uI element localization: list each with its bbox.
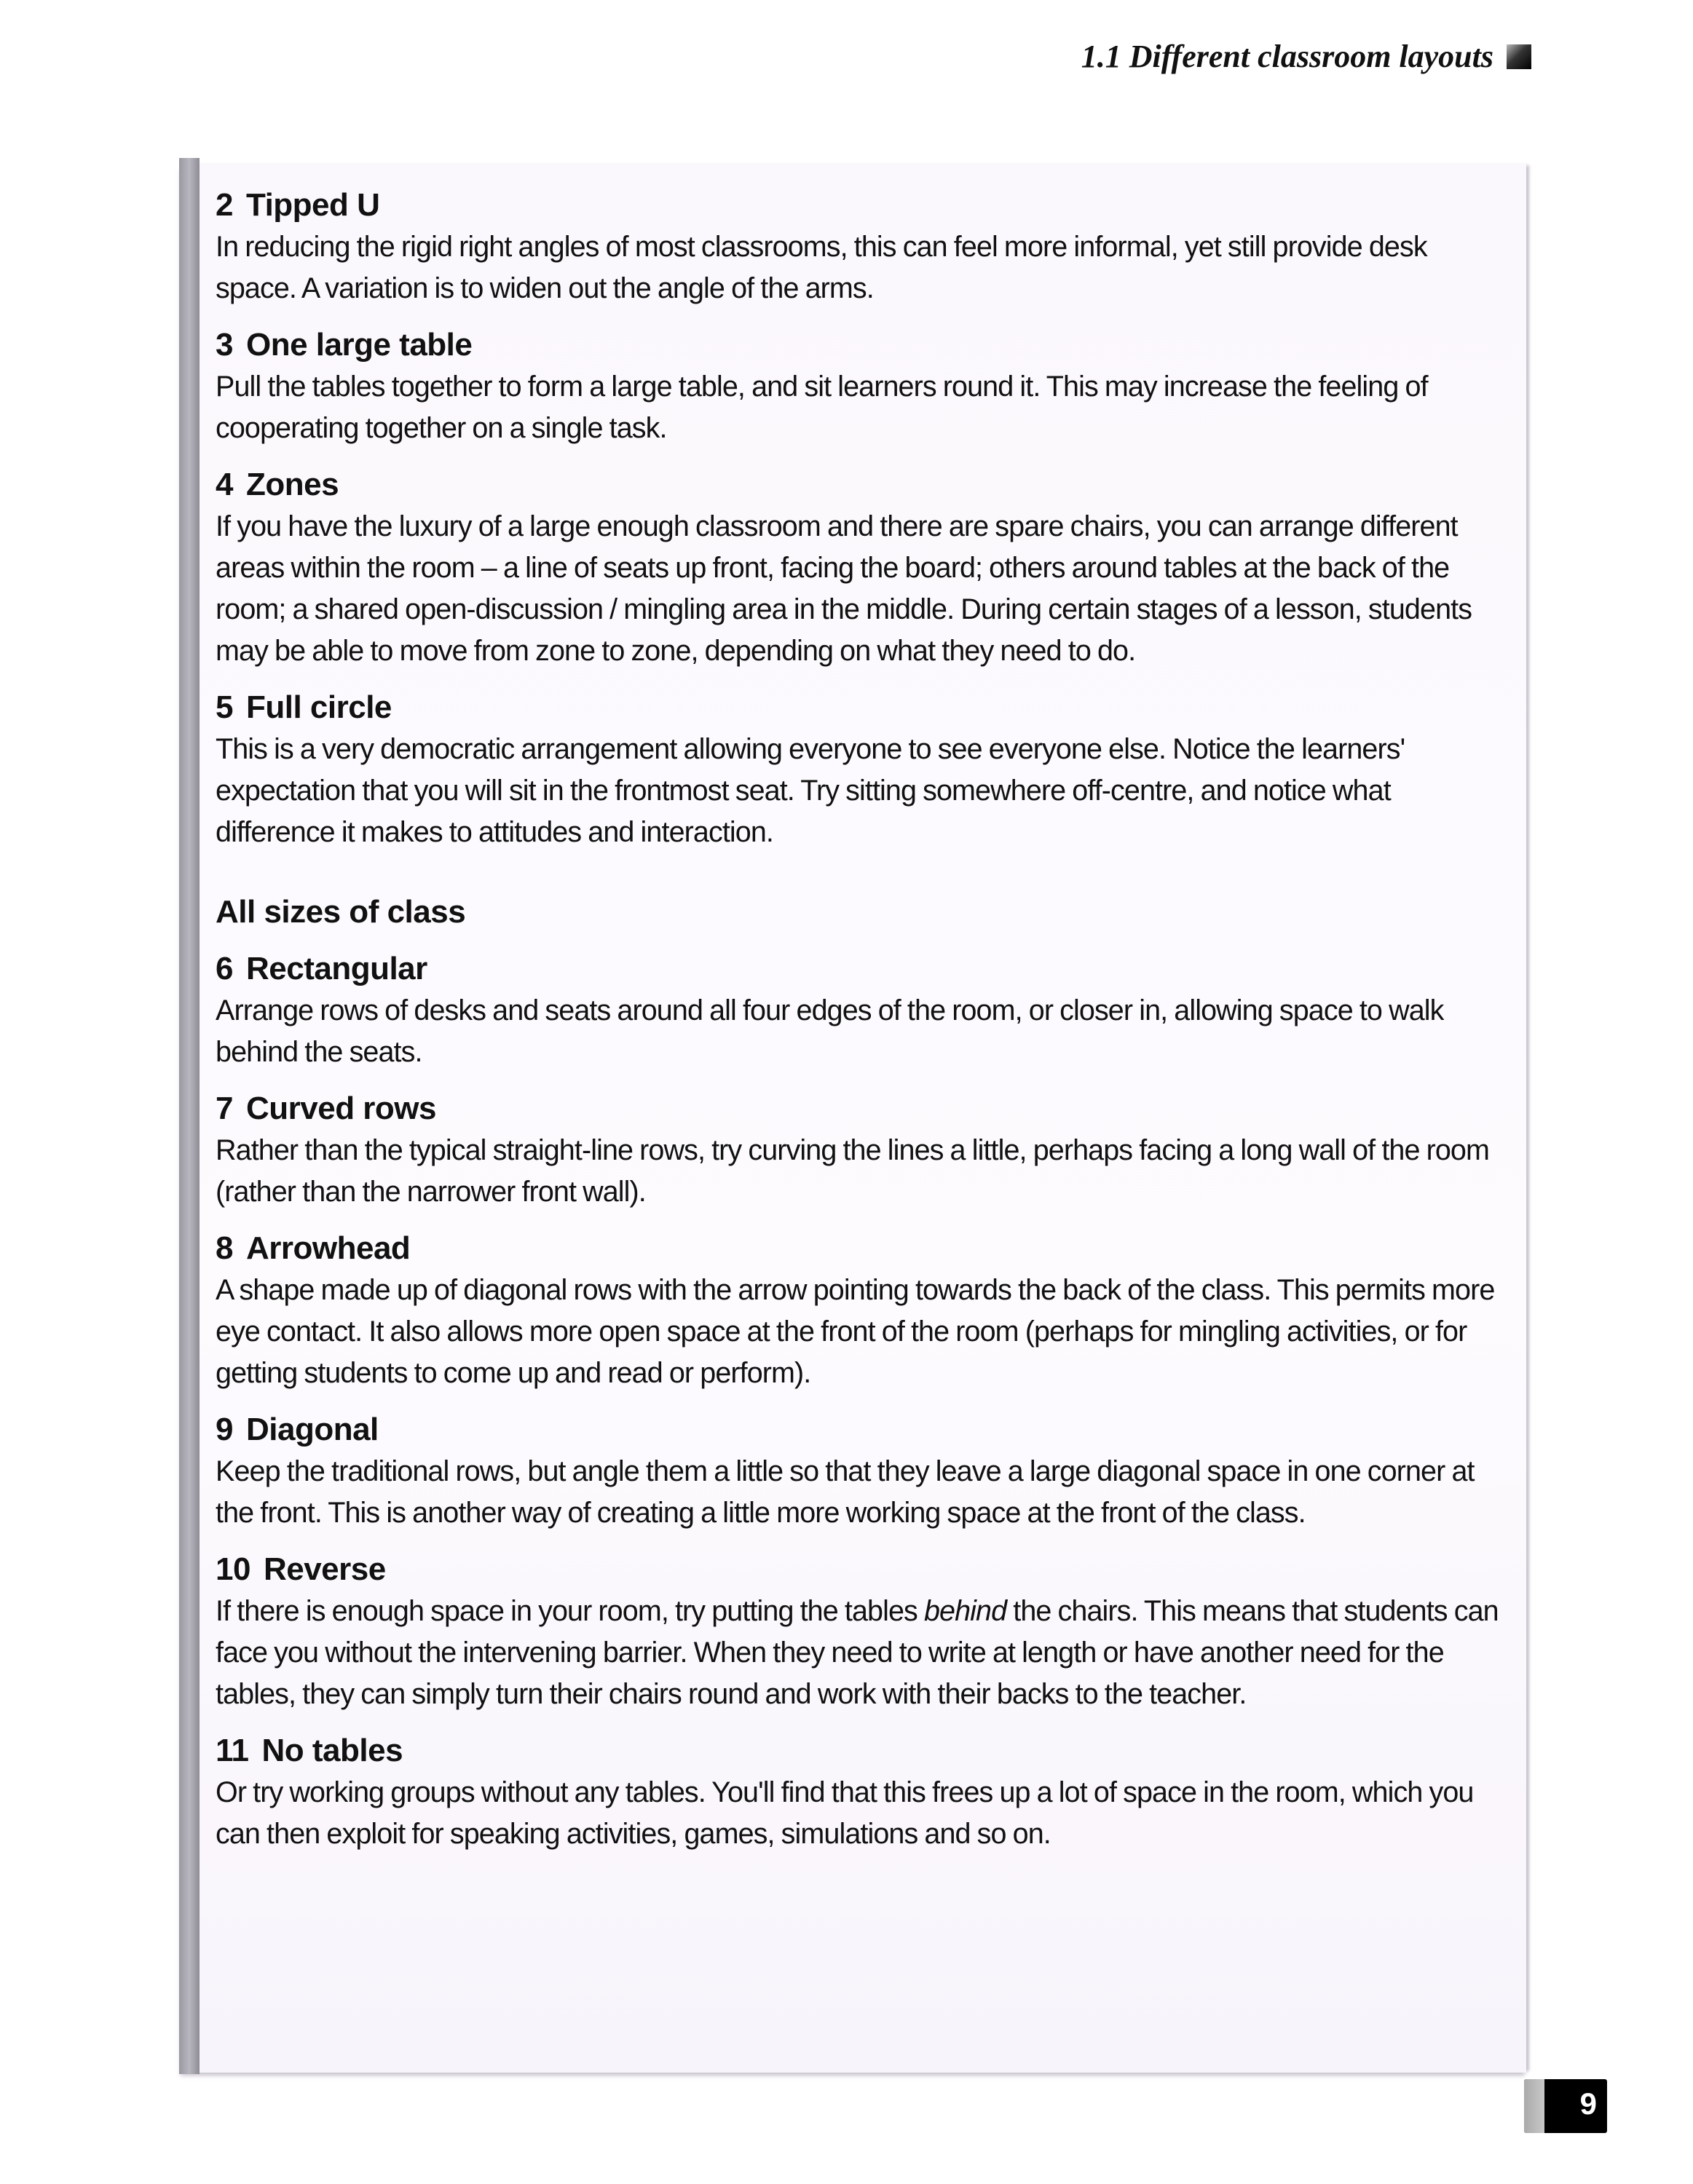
section-heading (216, 1409, 1512, 1451)
section-text: If you have the luxury of a large enough classroom and there are spare chairs, you can arrange different areas within the room – a line of seats up front, facing the board; others around tables at the back of the room; a shared open-discussion / mingling area in the middle. During certain stages of a lesson, students may be able to move from zone to zone, depending on what they need to do. (216, 510, 1472, 667)
section-number: 2 (216, 187, 233, 223)
section-text: Keep the traditional rows, but angle them a little so that they leave a large diagonal space in one corner at the front. This is another way of creating a little more working space at the front of the class. (216, 1455, 1475, 1529)
box-content (216, 184, 1512, 1855)
section-marker-icon (1507, 44, 1531, 69)
section-diagonal (216, 1409, 1512, 1534)
text-before: If there is enough space in your room, try putting the tables (216, 1595, 924, 1627)
section-curved-rows (216, 1088, 1512, 1213)
section-number: 6 (216, 951, 233, 986)
section-number: 3 (216, 327, 233, 363)
section-heading (216, 464, 1512, 506)
section-text: Pull the tables together to form a large table, and sit learners round it. This may increase the feeling of cooperating together on a single task. (216, 371, 1428, 444)
section-number: 10 (216, 1551, 250, 1587)
section-number: 7 (216, 1091, 233, 1126)
emphasis-behind: behind (923, 1595, 1007, 1627)
section-heading (216, 687, 1512, 729)
section-title: Tipped U (245, 187, 380, 223)
section-text: Arrange rows of desks and seats around all four edges of the room, or closer in, allowing space to walk behind the seats. (216, 994, 1444, 1068)
section-heading (216, 184, 1512, 226)
section-number: 4 (216, 467, 233, 502)
section-heading (216, 948, 1512, 990)
text-after: the chairs. This means that students can face you without the intervening barrier. When they need to write at length or have another need for the tables, they can simply turn their chairs round and work with their backs to the teacher. (216, 1595, 1499, 1710)
section-title: Full circle (245, 689, 392, 725)
section-number: 9 (216, 1412, 233, 1447)
content-box (179, 164, 1526, 2073)
section-title: Rectangular (245, 951, 427, 986)
group-heading: All sizes of class (216, 894, 466, 930)
section-zones (216, 464, 1512, 672)
section-title: One large table (245, 327, 473, 363)
section-number: 8 (216, 1230, 233, 1266)
section-text: This is a very democratic arrangement allowing everyone to see everyone else. Notice the learners' expectation that you will sit in the frontmost seat. Try sitting somewhere off-centre, and notice what difference it makes to attitudes and interaction. (216, 733, 1405, 848)
section-heading (216, 1088, 1512, 1130)
page-number: 9 (1579, 2086, 1597, 2121)
box-side-bar (179, 158, 200, 2074)
running-header (1081, 38, 1531, 75)
page-number-tab (1524, 2079, 1607, 2133)
section-title: Reverse (263, 1551, 386, 1587)
section-tipped-u (216, 184, 1512, 309)
section-arrowhead (216, 1227, 1512, 1394)
section-heading (216, 324, 1512, 366)
section-title: No tables (261, 1733, 403, 1768)
section-title: Zones (245, 467, 339, 502)
section-text: In reducing the rigid right angles of most classrooms, this can feel more informal, yet still provide desk space. A variation is to widen out the angle of the arms. (216, 231, 1427, 304)
section-title: Arrowhead (245, 1230, 411, 1266)
section-full-circle (216, 687, 1512, 853)
section-text: Rather than the typical straight-line rows, try curving the lines a little, perhaps facing a long wall of the room (rather than the narrower front wall). (216, 1134, 1489, 1208)
page-tab-shade (1524, 2079, 1544, 2133)
section-reverse (216, 1548, 1512, 1715)
section-heading (216, 1227, 1512, 1270)
section-text: Or try working groups without any tables. You'll find that this frees up a lot of space in the room, which you can then exploit for speaking activities, games, simulations and so on. (216, 1776, 1474, 1850)
running-title: 1.1 Different classroom layouts (1081, 39, 1493, 74)
section-text (216, 1591, 1512, 1715)
section-title: Diagonal (245, 1412, 379, 1447)
section-heading (216, 1730, 1512, 1772)
section-no-tables (216, 1730, 1512, 1855)
section-title: Curved rows (245, 1091, 436, 1126)
section-one-large-table (216, 324, 1512, 449)
section-heading (216, 1548, 1512, 1591)
section-rectangular (216, 948, 1512, 1073)
section-text: A shape made up of diagonal rows with the arrow pointing towards the back of the class. This permits more eye contact. It also allows more open space at the front of the room (perhaps for mingling activities, or for getting students to come up and read or perform). (216, 1274, 1495, 1389)
section-number: 5 (216, 689, 233, 725)
section-number: 11 (216, 1733, 249, 1768)
